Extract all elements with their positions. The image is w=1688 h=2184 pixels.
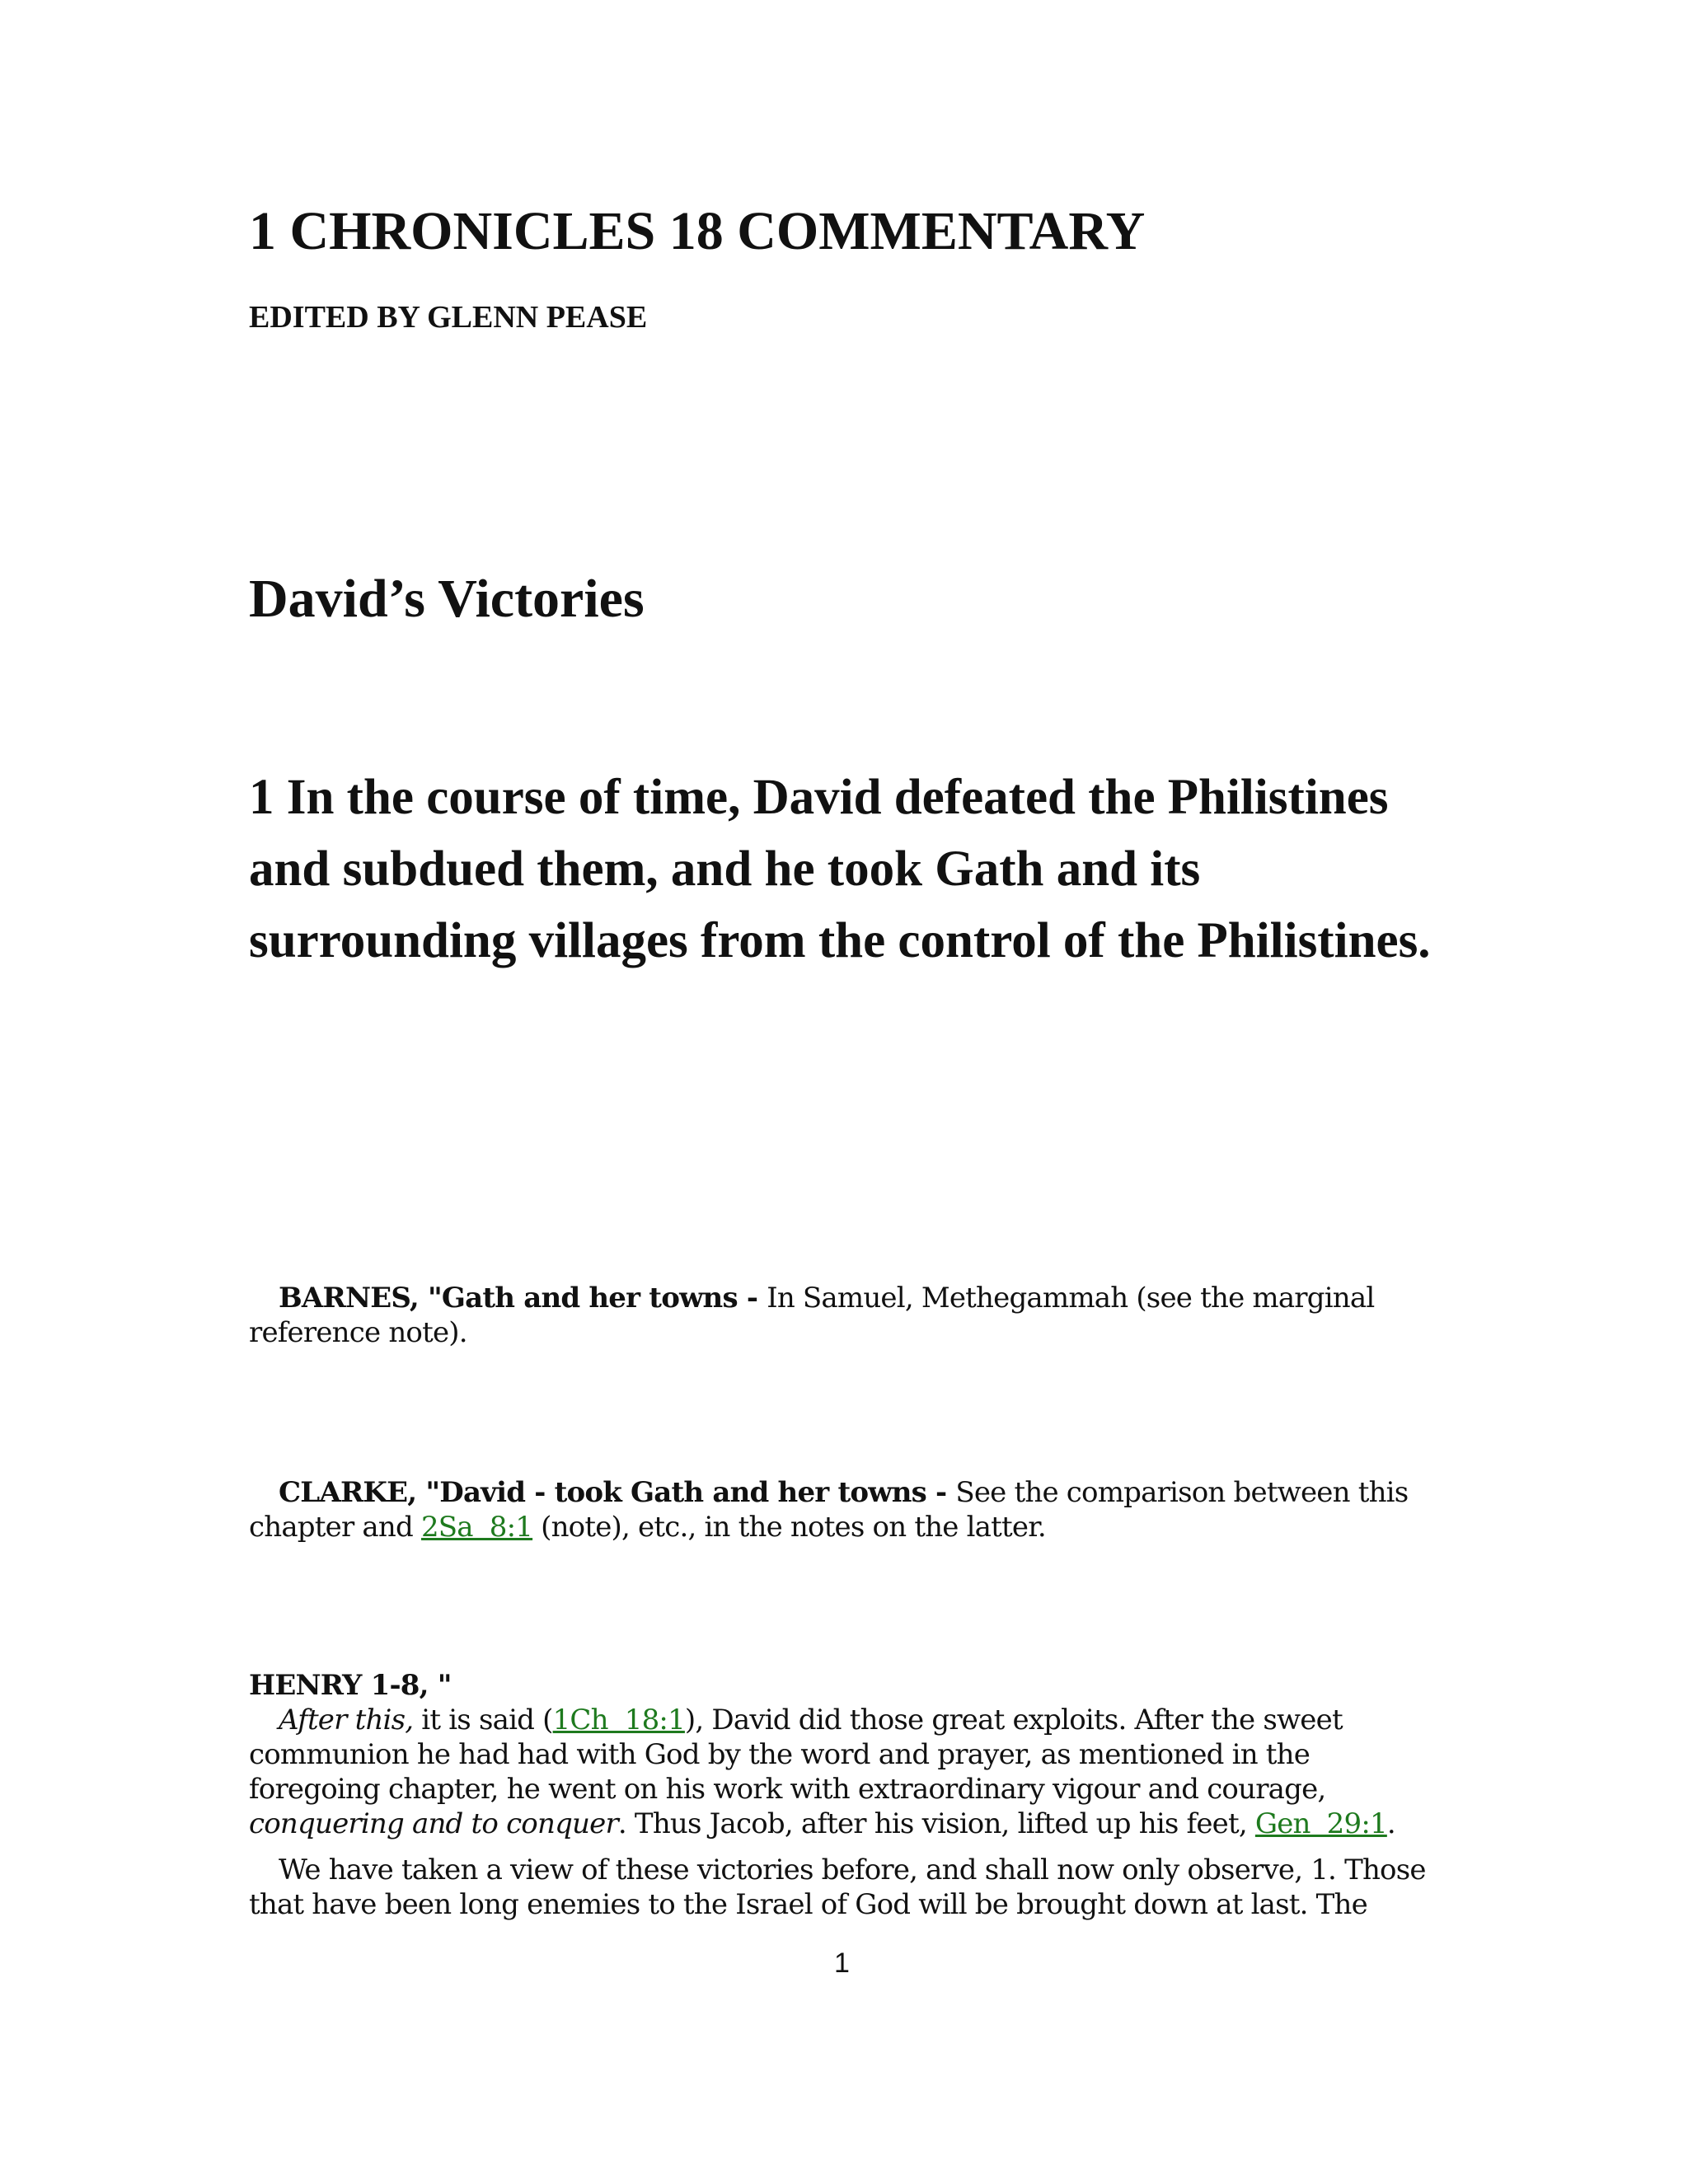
verse-text: 1 In the course of time, David defeated the Philistines and subdued them, and he took Gath and its surrounding villages from the control of the Philistines. xyxy=(249,770,1431,968)
clarke-text-after-ref: (note), etc., in the notes on the latter. xyxy=(532,1511,1046,1544)
henry-paragraph-2: We have taken a view of these victories before, and shall now only observe, 1. Those that have been long enemies to the Israel of God will be brought down at last. The xyxy=(249,1854,1426,1921)
clarke-scripture-link[interactable]: 2Sa 8:1 xyxy=(420,1511,533,1544)
clarke-paragraph xyxy=(249,1475,1436,1544)
henry-paragraph-1 xyxy=(249,1703,1436,1841)
barnes-paragraph xyxy=(249,1281,1436,1350)
page-number: 1 xyxy=(834,1947,850,1979)
henry-text-4: . xyxy=(1386,1807,1395,1840)
henry-scripture-link-1[interactable]: 1Ch 18:1 xyxy=(552,1704,685,1736)
henry-text-3: . Thus Jacob, after his vision, lifted up his feet, xyxy=(617,1807,1255,1840)
editor-byline: EDITED BY GLENN PEASE xyxy=(249,300,648,335)
section-heading: David’s Victories xyxy=(249,569,645,629)
henry-scripture-link-2[interactable]: Gen 29:1 xyxy=(1254,1807,1387,1840)
barnes-text: In Samuel, Methegammah (see the marginal reference note). xyxy=(249,1282,1375,1349)
clarke-label: CLARKE, "David - took Gath and her towns - xyxy=(279,1476,956,1509)
henry-commentary xyxy=(249,1668,1436,1922)
barnes-label: BARNES, "Gath and her towns - xyxy=(279,1282,767,1315)
clarke-commentary xyxy=(249,1475,1436,1544)
henry-text-1: it is said ( xyxy=(413,1704,553,1736)
clarke-text-before-ref: See the comparison between this chapter and xyxy=(249,1476,1409,1544)
henry-label: HENRY 1-8, " xyxy=(249,1669,452,1702)
document-title: 1 CHRONICLES 18 COMMENTARY xyxy=(249,201,1146,261)
barnes-commentary xyxy=(249,1281,1436,1350)
henry-text-2: ), David did those great exploits. After the sweet communion he had had with God by the word and prayer, as mentioned in the foregoing chapter, he went on his work with extraordinary vigour and courage, xyxy=(249,1704,1343,1806)
henry-italic-phrase: conquering and to conquer xyxy=(249,1807,618,1840)
henry-italic-opening: After this, xyxy=(279,1704,414,1736)
